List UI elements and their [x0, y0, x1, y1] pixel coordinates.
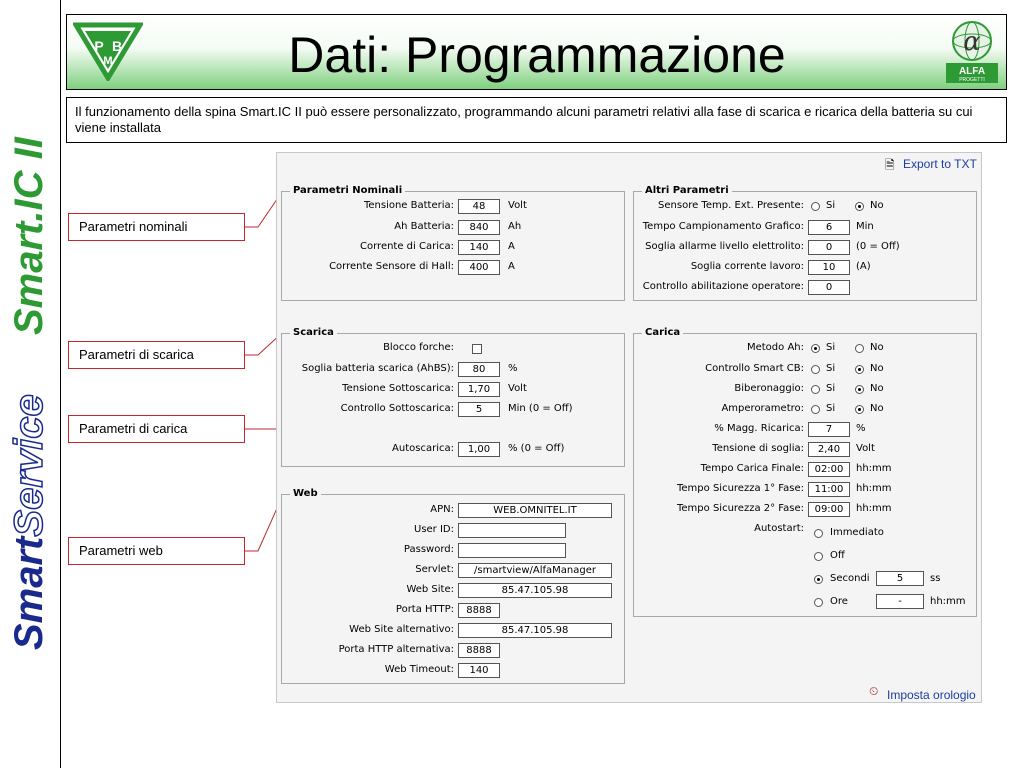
unit-tempo-sicurezza-1: hh:mm — [856, 483, 892, 494]
radio-biberonaggio-no[interactable] — [855, 385, 864, 394]
label-metodo-ah-si: Si — [826, 342, 836, 353]
label-autostart-ore: Ore — [830, 596, 848, 607]
label-biberonaggio: Biberonaggio: — [734, 383, 804, 394]
unit-corrente-carica: A — [508, 241, 515, 252]
label-servlet: Servlet: — [415, 564, 454, 575]
fieldset-altri-parametri — [633, 185, 977, 301]
svg-text:ALFA: ALFA — [958, 66, 986, 77]
input-porta-http[interactable]: 8888 — [458, 603, 500, 618]
input-apn[interactable]: WEB.OMNITEL.IT — [458, 503, 612, 518]
radio-autostart-ore[interactable] — [814, 598, 823, 607]
unit-corrente-hall: A — [508, 261, 515, 272]
input-password[interactable] — [458, 543, 566, 558]
input-tensione-sottoscarica[interactable]: 1,70 — [458, 382, 500, 397]
svg-text:SmartService: SmartService — [7, 394, 51, 650]
label-web-timeout: Web Timeout: — [384, 664, 454, 675]
unit-tensione-batteria: Volt — [508, 200, 527, 211]
svg-text:PROGETTI: PROGETTI — [959, 77, 985, 83]
label-smart-cb-no: No — [870, 363, 884, 374]
label-metodo-ah-no: No — [870, 342, 884, 353]
input-web-site-alternativo[interactable]: 85.47.105.98 — [458, 623, 612, 638]
radio-autostart-secondi[interactable] — [814, 575, 823, 584]
label-biberonaggio-no: No — [870, 383, 884, 394]
callout-scarica: Parametri di scarica — [68, 341, 245, 369]
label-autostart-off: Off — [830, 550, 845, 561]
label-tempo-sicurezza-2: Tempo Sicurezza 2° Fase: — [677, 503, 804, 514]
label-sensore-si: Si — [826, 200, 836, 211]
label-user-id: User ID: — [414, 524, 454, 535]
unit-autostart-ore: hh:mm — [930, 596, 966, 607]
label-autostart-immediato: Immediato — [830, 527, 884, 538]
programmazione-form — [276, 152, 982, 703]
label-soglia-batteria-scarica: Soglia batteria scarica (AhBS): — [301, 363, 454, 374]
input-soglia-batteria-scarica[interactable]: 80 — [458, 362, 500, 377]
page-title: Dati: Programmazione — [288, 27, 786, 83]
input-soglia-elettrolito[interactable]: 0 — [808, 240, 850, 255]
unit-tensione-soglia: Volt — [856, 443, 875, 454]
label-tensione-sottoscarica: Tensione Sottoscarica: — [342, 383, 454, 394]
radio-amperorametro-no[interactable] — [855, 405, 864, 414]
export-icon[interactable]: 🗎 — [885, 158, 895, 172]
unit-soglia-batteria-scarica: % — [508, 363, 518, 374]
fieldset-carica — [633, 327, 977, 617]
label-magg-ricarica: % Magg. Ricarica: — [714, 423, 804, 434]
export-txt-link[interactable]: Export to TXT — [903, 157, 977, 171]
unit-soglia-corrente: (A) — [856, 261, 871, 272]
input-web-site[interactable]: 85.47.105.98 — [458, 583, 612, 598]
label-metodo-ah: Metodo Ah: — [746, 342, 804, 353]
radio-autostart-immediato[interactable] — [814, 529, 823, 538]
input-controllo-operatore[interactable]: 0 — [808, 280, 850, 295]
svg-text:M: M — [103, 55, 113, 67]
slide-description: Il funzionamento della spina Smart.IC II può essere personalizzato, programmando alcuni parametri relativi alla fase di scarica e ricarica della batteria su cui viene installata — [66, 97, 1007, 143]
input-servlet[interactable]: /smartview/AlfaManager — [458, 563, 612, 578]
input-tensione-soglia[interactable]: 2,40 — [808, 442, 850, 457]
radio-autostart-off[interactable] — [814, 552, 823, 561]
fieldset-scarica — [281, 327, 625, 467]
label-biberonaggio-si: Si — [826, 383, 836, 394]
unit-ah-batteria: Ah — [508, 221, 522, 232]
label-soglia-corrente: Soglia corrente lavoro: — [690, 261, 804, 272]
input-autostart-secondi[interactable]: 5 — [876, 571, 924, 586]
label-sensore-temp: Sensore Temp. Ext. Presente: — [658, 200, 804, 211]
unit-autoscarica: % (0 = Off) — [508, 443, 565, 454]
label-tensione-soglia: Tensione di soglia: — [712, 443, 804, 454]
svg-text:B: B — [111, 38, 123, 54]
label-soglia-elettrolito: Soglia allarme livello elettrolito: — [645, 241, 804, 252]
radio-amperorametro-si[interactable] — [811, 405, 820, 414]
label-sensore-no: No — [870, 200, 884, 211]
unit-tempo-sicurezza-2: hh:mm — [856, 503, 892, 514]
svg-text:Smart.IC II: Smart.IC II — [7, 137, 51, 335]
unit-autostart-secondi: ss — [930, 573, 941, 584]
input-magg-ricarica[interactable]: 7 — [808, 422, 850, 437]
radio-smart-cb-si[interactable] — [811, 365, 820, 374]
unit-controllo-sottoscarica: Min (0 = Off) — [508, 403, 573, 414]
label-smart-cb-si: Si — [826, 363, 836, 374]
unit-tensione-sottoscarica: Volt — [508, 383, 527, 394]
label-web-site-alternativo: Web Site alternativo: — [349, 624, 454, 635]
label-porta-http: Porta HTTP: — [395, 604, 454, 615]
clock-icon[interactable]: ⏲ — [869, 684, 879, 698]
radio-biberonaggio-si[interactable] — [811, 385, 820, 394]
input-tempo-carica-finale[interactable]: 02:00 — [808, 462, 850, 477]
label-tempo-campionamento: Tempo Campionamento Grafico: — [642, 221, 804, 232]
radio-metodo-ah-si[interactable] — [811, 344, 820, 353]
input-web-timeout[interactable]: 140 — [458, 663, 500, 678]
label-controllo-smart-cb: Controllo Smart CB: — [705, 363, 804, 374]
input-soglia-corrente[interactable]: 10 — [808, 260, 850, 275]
input-ah-batteria[interactable]: 840 — [458, 220, 500, 235]
label-amperorametro-si: Si — [826, 403, 836, 414]
input-porta-http-alternativa[interactable]: 8888 — [458, 643, 500, 658]
label-corrente-hall: Corrente Sensore di Hall: — [329, 261, 454, 272]
radio-sensore-no[interactable] — [855, 202, 864, 211]
svg-text:P: P — [94, 38, 104, 54]
input-corrente-hall[interactable]: 400 — [458, 260, 500, 275]
callout-nominali: Parametri nominali — [68, 213, 245, 241]
label-tempo-carica-finale: Tempo Carica Finale: — [700, 463, 804, 474]
fieldset-parametri-nominali — [281, 185, 625, 301]
label-autoscarica: Autoscarica: — [392, 443, 454, 454]
unit-magg-ricarica: % — [856, 423, 866, 434]
input-corrente-carica[interactable]: 140 — [458, 240, 500, 255]
input-autostart-ore[interactable]: - — [876, 594, 924, 609]
svg-text:α: α — [963, 27, 981, 57]
input-tempo-sicurezza-2[interactable]: 09:00 — [808, 502, 850, 517]
radio-smart-cb-no[interactable] — [855, 365, 864, 374]
label-controllo-sottoscarica: Controllo Sottoscarica: — [340, 403, 454, 414]
label-controllo-operatore: Controllo abilitazione operatore: — [642, 281, 804, 292]
legend-altri-parametri: Altri Parametri — [642, 184, 732, 198]
radio-metodo-ah-no[interactable] — [855, 344, 864, 353]
radio-sensore-si[interactable] — [811, 202, 820, 211]
callout-carica: Parametri di carica — [68, 415, 245, 443]
label-amperorametro-no: No — [870, 403, 884, 414]
input-tensione-batteria[interactable]: 48 — [458, 199, 500, 214]
label-porta-http-alternativa: Porta HTTP alternativa: — [338, 644, 454, 655]
label-web-site: Web Site: — [406, 584, 454, 595]
legend-web: Web — [290, 487, 321, 501]
label-amperorametro: Amperorametro: — [721, 403, 804, 414]
fieldset-web — [281, 488, 625, 684]
label-tempo-sicurezza-1: Tempo Sicurezza 1° Fase: — [677, 483, 804, 494]
legend-carica: Carica — [642, 326, 683, 340]
label-corrente-carica: Corrente di Carica: — [360, 241, 454, 252]
input-tempo-campionamento[interactable]: 6 — [808, 220, 850, 235]
checkbox-blocco-forche[interactable] — [472, 344, 482, 354]
legend-scarica: Scarica — [290, 326, 337, 340]
input-user-id[interactable] — [458, 523, 566, 538]
label-blocco-forche: Blocco forche: — [383, 342, 454, 353]
input-autoscarica[interactable]: 1,00 — [458, 442, 500, 457]
label-password: Password: — [403, 544, 454, 555]
unit-soglia-elettrolito: (0 = Off) — [856, 241, 900, 252]
unit-tempo-carica-finale: hh:mm — [856, 463, 892, 474]
input-controllo-sottoscarica[interactable]: 5 — [458, 402, 500, 417]
callout-web: Parametri web — [68, 537, 245, 565]
label-apn: APN: — [430, 504, 454, 515]
input-tempo-sicurezza-1[interactable]: 11:00 — [808, 482, 850, 497]
legend-parametri-nominali: Parametri Nominali — [290, 184, 405, 198]
imposta-orologio-link[interactable]: Imposta orologio — [887, 688, 976, 702]
label-tensione-batteria: Tensione Batteria: — [363, 200, 454, 211]
label-autostart: Autostart: — [754, 523, 804, 534]
label-ah-batteria: Ah Batteria: — [394, 221, 454, 232]
unit-tempo-campionamento: Min — [856, 221, 874, 232]
label-autostart-secondi: Secondi — [830, 573, 870, 584]
